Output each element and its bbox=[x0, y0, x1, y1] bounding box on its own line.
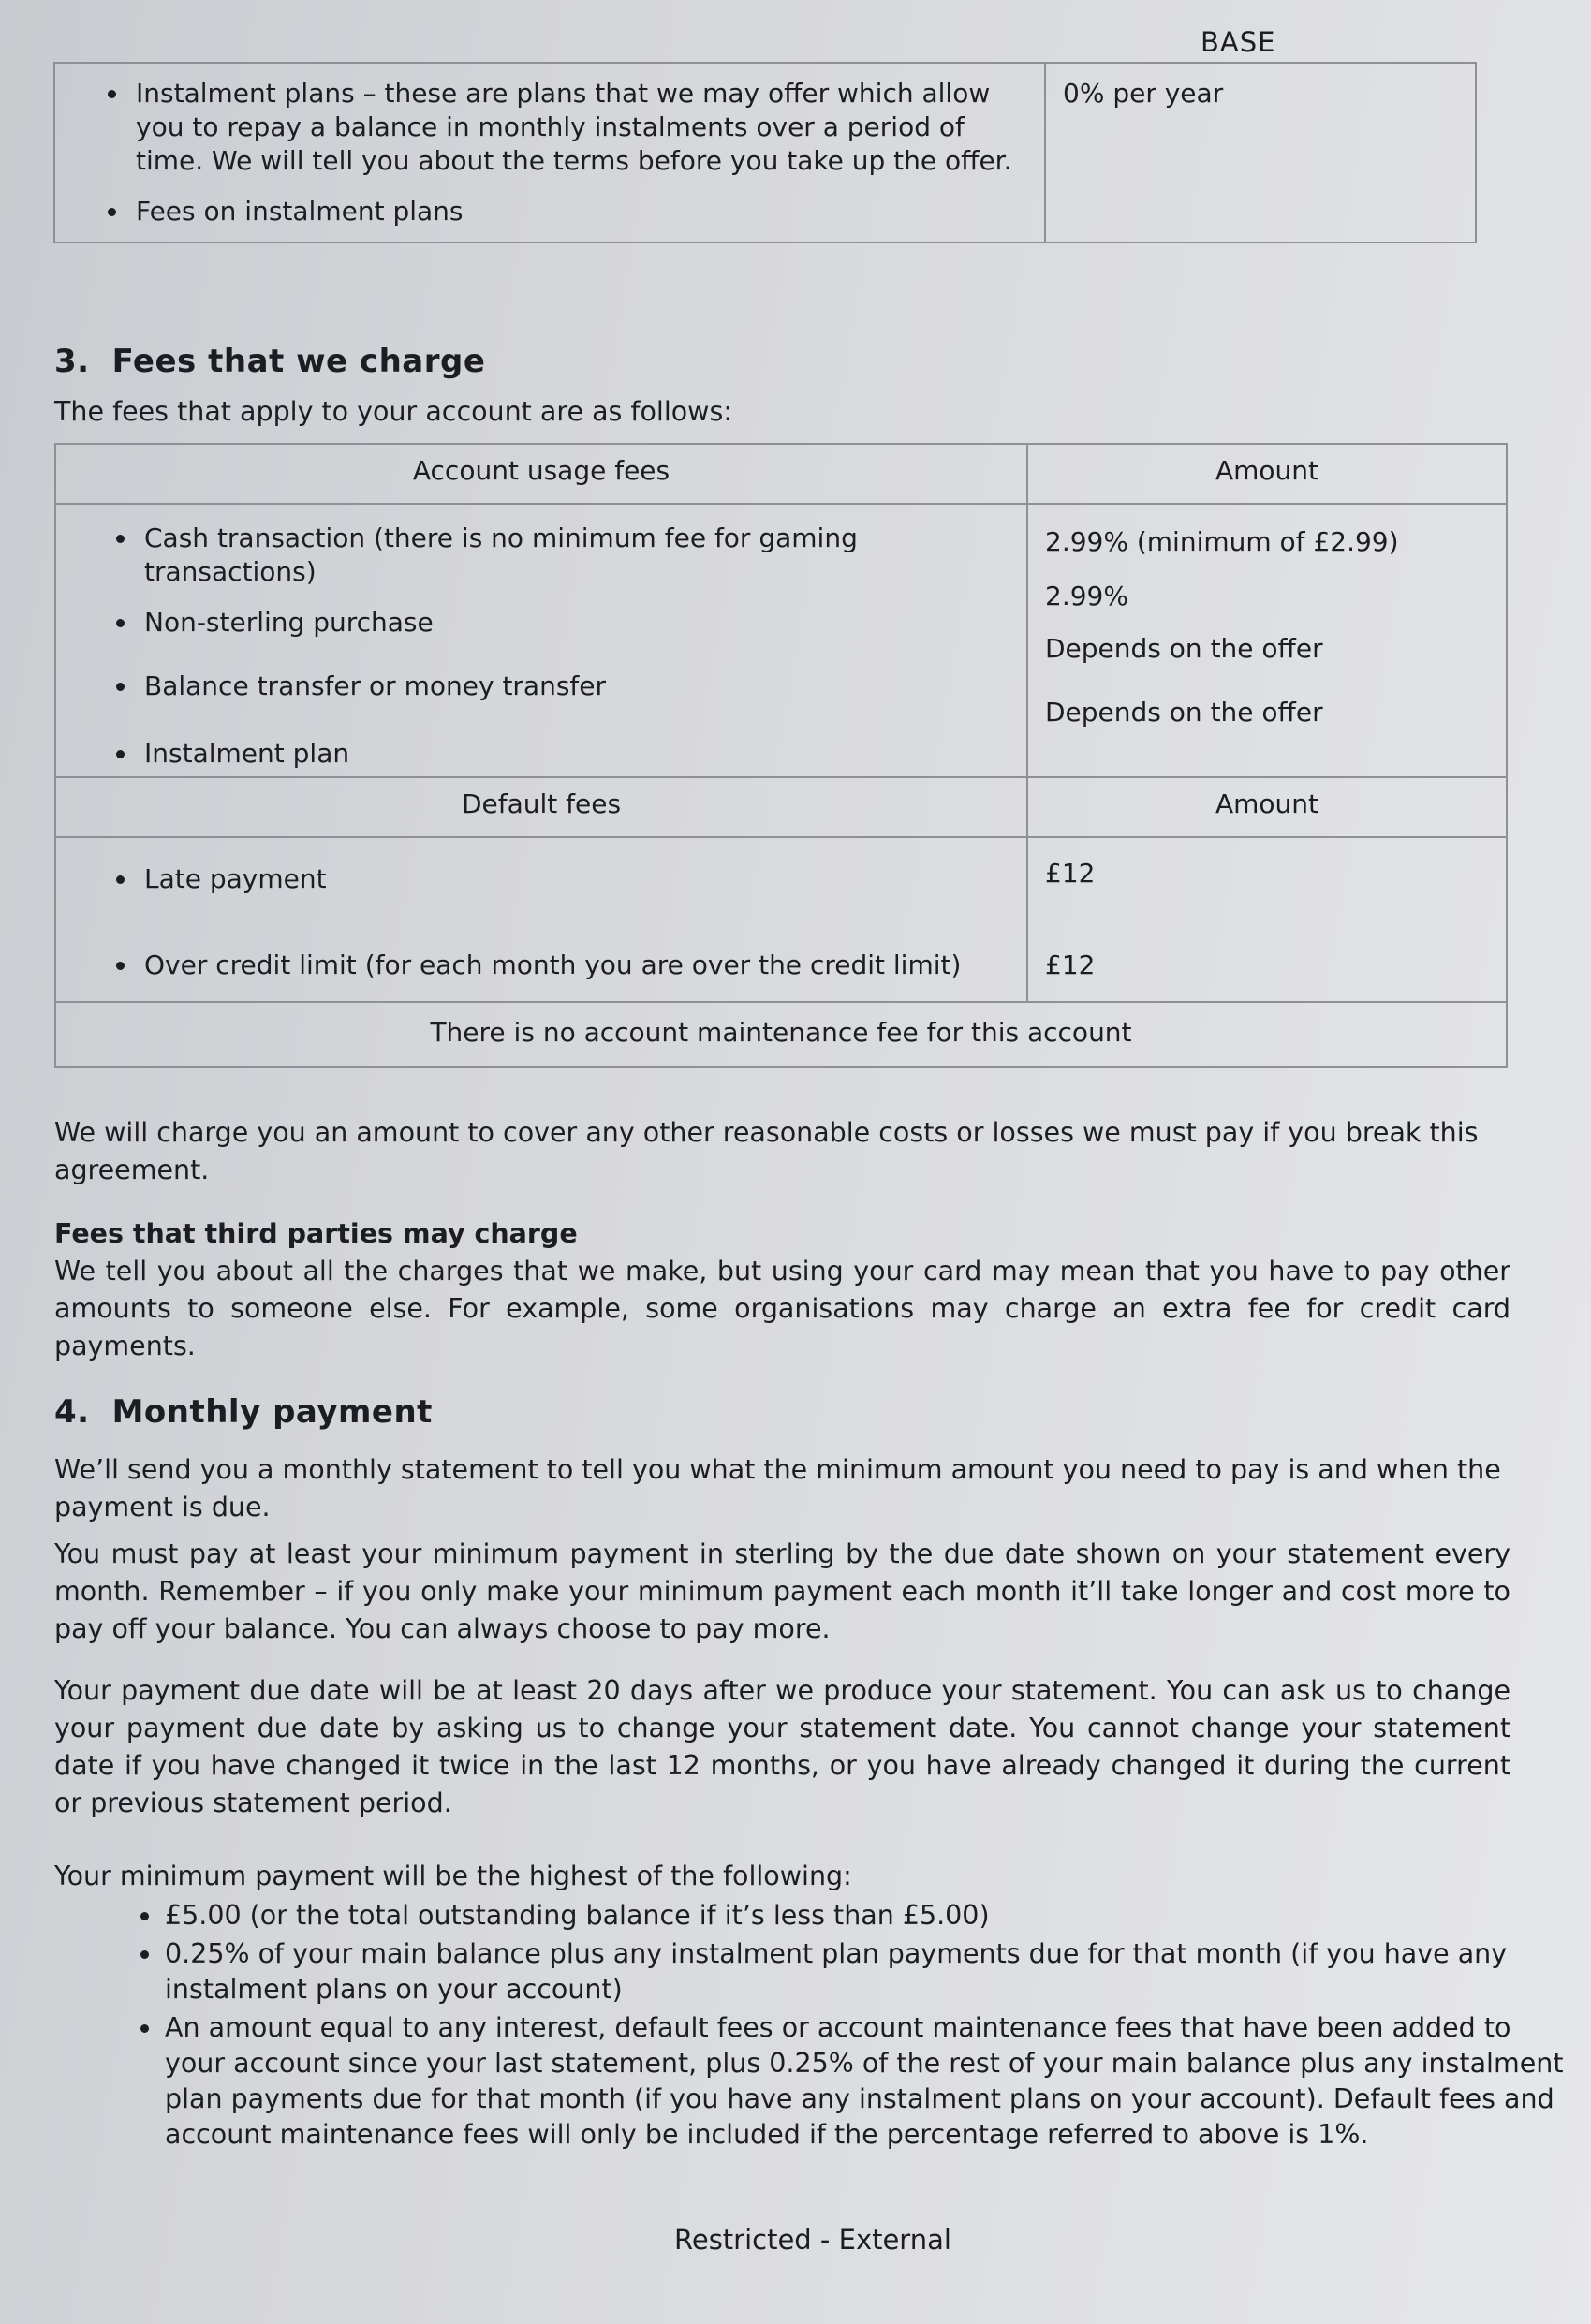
section-4-para-3: Your payment due date will be at least 20 days after we produce your statement. You can ask us to change your payment due date by asking us to change your statement date. You cannot change your statement date if you have changed it twice in the last 12 months, or you have already changed it during the current or previous statement period. bbox=[54, 1675, 1510, 1818]
usage-amount-header: Amount bbox=[1027, 444, 1507, 504]
instalment-plans-item: • Instalment plans – these are plans that we may offer which allow you to repay a balance in monthly instalments over a period of time. We will tell you about the terms before you take up the offer. bbox=[130, 77, 1027, 178]
amount-cash: 2.99% (minimum of £2.99) bbox=[1045, 526, 1399, 557]
section-4-heading bbox=[54, 1393, 433, 1431]
amount-balance-transfer: Depends on the offer bbox=[1045, 633, 1323, 664]
instalment-items-cell bbox=[54, 63, 1045, 243]
default-fees-cell bbox=[55, 837, 1027, 1002]
costs-paragraph: We will charge you an amount to cover any other reasonable costs or losses we must pay if you break this agreement. bbox=[54, 1117, 1479, 1185]
default-amounts-cell bbox=[1027, 837, 1507, 1002]
section-4-number: 4. bbox=[54, 1393, 90, 1431]
section-3-number: 3. bbox=[54, 343, 90, 380]
third-party-heading: Fees that third parties may charge bbox=[54, 1218, 578, 1249]
classification-footer: Restricted - External bbox=[674, 2224, 951, 2256]
section-4-para-2: You must pay at least your minimum payment in sterling by the due date shown on your statement every month. Remember – if you only make your minimum payment each month it’ll take longer and cost more to pay off your balance. You can always choose to pay more. bbox=[54, 1538, 1510, 1644]
minimum-payment-item: • An amount equal to any interest, default fees or account maintenance fees that have been added to your account since your last statement, plus 0.25% of the rest of your main balance plus any instalment plan payments due for that month (if you have any instalment plans on your account). Default fees and account maintenance fees will only be included if the percentage referred to above is 1%. bbox=[163, 2010, 1568, 2153]
default-amount-header: Amount bbox=[1027, 777, 1507, 837]
fee-item-balance-transfer: • Balance transfer or money transfer bbox=[139, 669, 1009, 703]
minimum-payment-intro: Your minimum payment will be the highest of the following: bbox=[54, 1861, 852, 1891]
amount-non-sterling: 2.99% bbox=[1045, 581, 1128, 611]
base-label: BASE bbox=[1201, 26, 1276, 58]
amount-late-payment: £12 bbox=[1045, 858, 1096, 889]
amount-instalment-plan: Depends on the offer bbox=[1045, 697, 1323, 728]
default-fees-header: Default fees bbox=[55, 777, 1027, 837]
fee-item-non-sterling: • Non-sterling purchase bbox=[139, 606, 1009, 640]
fee-item-instalment-plan: • Instalment plan bbox=[139, 737, 1009, 771]
minimum-payment-item: • 0.25% of your main balance plus any instalment plan payments due for that month (if you have any instalment plans on your account) bbox=[163, 1936, 1568, 2008]
section-4-title: Monthly payment bbox=[111, 1393, 433, 1431]
third-party-paragraph: We tell you about all the charges that we make, but using your card may mean that you have to pay other amounts to someone else. For example, some organisations may charge an extra fee for credit card payments. bbox=[54, 1256, 1510, 1361]
fees-table bbox=[54, 443, 1508, 1068]
section-3-intro: The fees that apply to your account are as follows: bbox=[54, 396, 732, 427]
maintenance-fee-note: There is no account maintenance fee for this account bbox=[55, 1002, 1507, 1067]
section-3-title: Fees that we charge bbox=[111, 343, 486, 380]
minimum-payment-item: • £5.00 (or the total outstanding balance if it’s less than £5.00) bbox=[163, 1898, 1568, 1934]
usage-fees-header: Account usage fees bbox=[55, 444, 1027, 504]
instalment-fees-item: • Fees on instalment plans bbox=[130, 195, 1027, 228]
usage-fees-cell bbox=[55, 504, 1027, 777]
minimum-payment-list bbox=[110, 1898, 1568, 2155]
usage-amounts-cell bbox=[1027, 504, 1507, 777]
fee-item-late-payment: • Late payment bbox=[139, 862, 1009, 896]
fee-item-over-limit: • Over credit limit (for each month you are over the credit limit) bbox=[139, 949, 1009, 982]
instalment-rate-cell: 0% per year bbox=[1045, 63, 1476, 243]
section-4-para-1: We’ll send you a monthly statement to tell you what the minimum amount you need to pay is and when the payment is due. bbox=[54, 1454, 1501, 1522]
amount-over-limit: £12 bbox=[1045, 949, 1096, 980]
fee-item-cash: • Cash transaction (there is no minimum fee for gaming transactions) bbox=[139, 522, 1009, 589]
instalment-plan-table bbox=[53, 62, 1477, 243]
section-3-heading bbox=[54, 343, 485, 380]
